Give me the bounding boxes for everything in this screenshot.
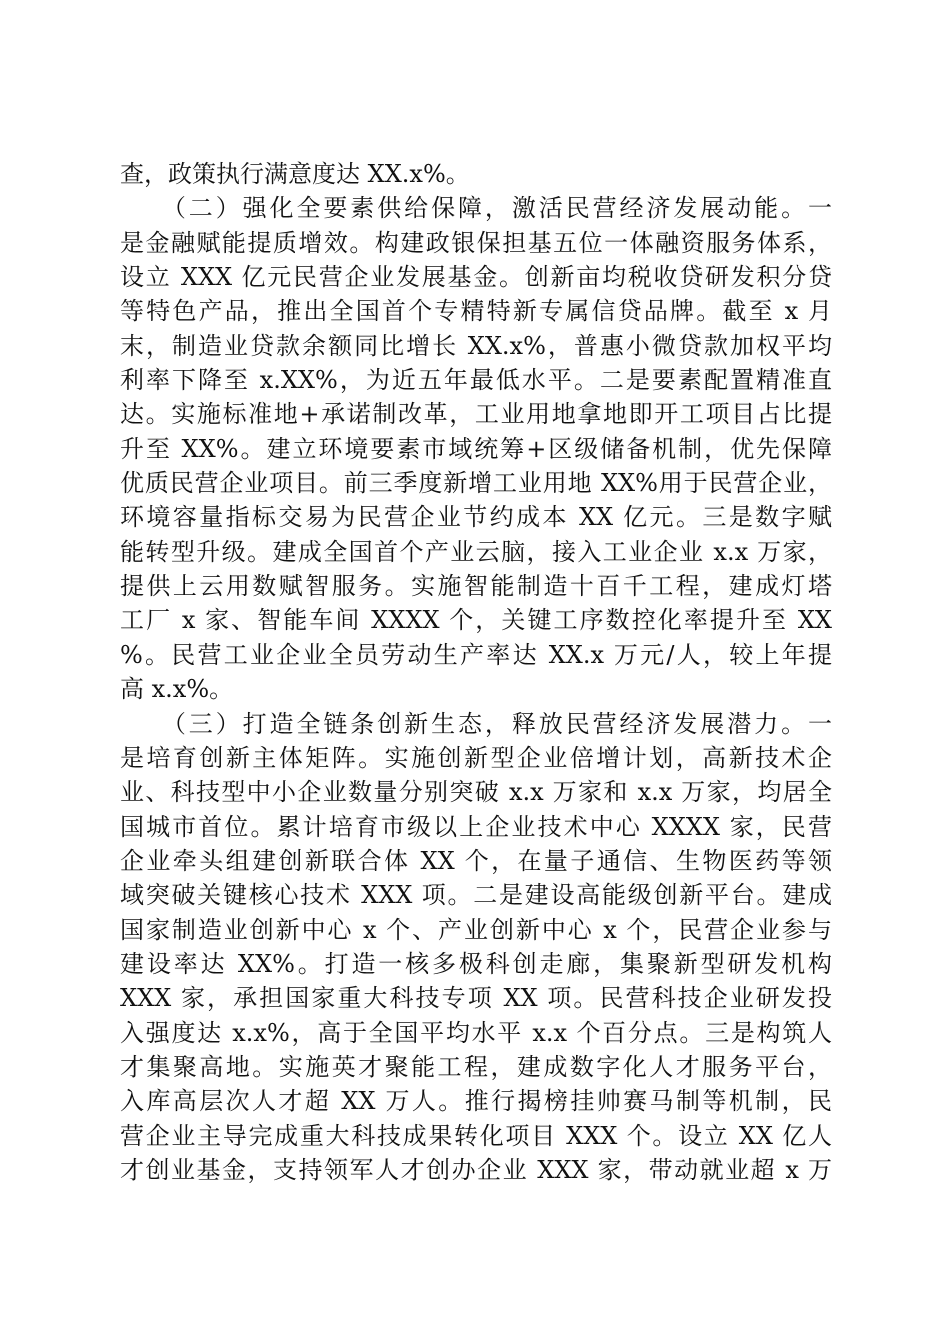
text-line: （三）打造全链条创新生态，释放民营经济发展潜力。一 — [120, 709, 832, 738]
text-line: 等特色产品，推出全国首个专精特新专属信贷品牌。截至 x 月 — [120, 297, 832, 326]
text-line: 设立 XXX 亿元民营企业发展基金。创新亩均税收贷研发积分贷 — [120, 263, 832, 292]
text-line: XXX 家，承担国家重大科技专项 XX 项。民营科技企业研发投 — [120, 984, 832, 1013]
text-line: 工厂 x 家、智能车间 XXXX 个，关键工序数控化率提升至 XX — [120, 606, 832, 635]
text-line: 利率下降至 x.XX%，为近五年最低水平。二是要素配置精准直 — [120, 366, 832, 395]
text-line: 是培育创新主体矩阵。实施创新型企业倍增计划，高新技术企 — [120, 743, 832, 772]
text-line: 环境容量指标交易为民营企业节约成本 XX 亿元。三是数字赋 — [120, 503, 832, 532]
text-line: 高 x.x%。 — [120, 675, 234, 704]
text-line: 提供上云用数赋智服务。实施智能制造十百千工程，建成灯塔 — [120, 572, 832, 601]
text-line: 国城市首位。累计培育市级以上企业技术中心 XXXX 家，民营 — [120, 812, 832, 841]
text-line: 能转型升级。建成全国首个产业云脑，接入工业企业 x.x 万家， — [120, 537, 832, 566]
text-line: 域突破关键核心技术 XXX 项。二是建设高能级创新平台。建成 — [120, 881, 832, 910]
body-text — [120, 157, 832, 1187]
text-line: 入强度达 x.x%，高于全国平均水平 x.x 个百分点。三是构筑人 — [120, 1018, 832, 1047]
text-line: 是金融赋能提质增效。构建政银保担基五位一体融资服务体系， — [120, 228, 832, 257]
text-line: 优质民营企业项目。前三季度新增工业用地 XX%用于民营企业， — [120, 469, 832, 498]
text-line: 建设率达 XX%。打造一核多极科创走廊，集聚新型研发机构 — [120, 949, 832, 978]
text-line: 才集聚高地。实施英才聚能工程，建成数字化人才服务平台， — [120, 1052, 832, 1081]
text-line: 升至 XX%。建立环境要素市域统筹+区级储备机制，优先保障 — [120, 434, 832, 463]
text-line: 达。实施标准地+承诺制改革，工业用地拿地即开工项目占比提 — [120, 400, 832, 429]
text-line: 查，政策执行满意度达 XX.x%。 — [120, 160, 470, 188]
text-line: 企业牵头组建创新联合体 XX 个，在量子通信、生物医药等领 — [120, 846, 832, 875]
text-line: （二）强化全要素供给保障，激活民营经济发展动能。一 — [120, 194, 832, 223]
text-line: %。民营工业企业全员劳动生产率达 XX.x 万元/人，较上年提 — [120, 640, 832, 669]
text-line: 末，制造业贷款余额同比增长 XX.x%，普惠小微贷款加权平均 — [120, 331, 832, 360]
text-line: 业、科技型中小企业数量分别突破 x.x 万家和 x.x 万家，均居全 — [120, 778, 832, 807]
text-line: 营企业主导完成重大科技成果转化项目 XXX 个。设立 XX 亿人 — [120, 1121, 832, 1150]
text-line: 入库高层次人才超 XX 万人。推行揭榜挂帅赛马制等机制，民 — [120, 1087, 832, 1116]
text-line: 国家制造业创新中心 x 个、产业创新中心 x 个，民营企业参与 — [120, 915, 832, 944]
text-line: 才创业基金，支持领军人才创办企业 XXX 家，带动就业超 x 万 — [120, 1155, 832, 1184]
